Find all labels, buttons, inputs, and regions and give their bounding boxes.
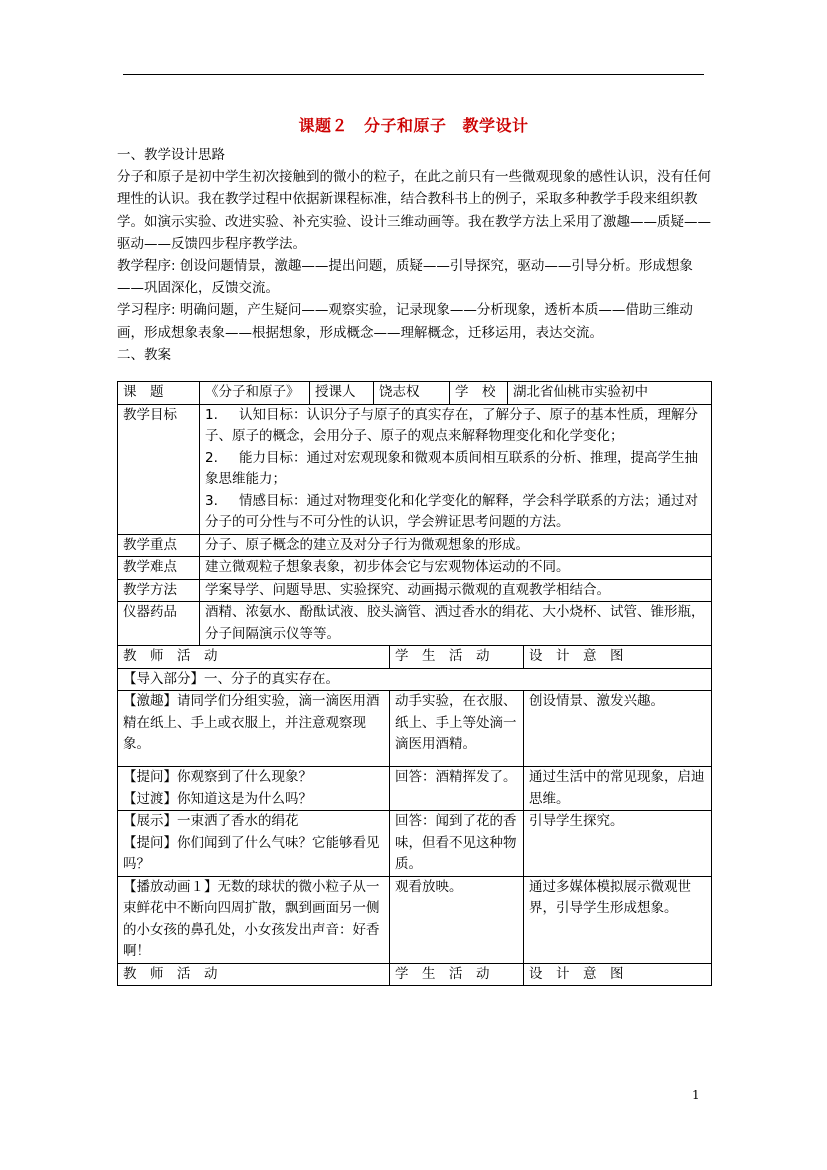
design-intent: 通过生活中的常见现象，启迪思维。 — [524, 767, 712, 811]
table-row — [118, 876, 712, 963]
goal-number: 2. — [205, 449, 218, 466]
materials-text: 酒精、浓氨水、酚酞试液、胶头滴管、洒过香水的绢花、大小烧杯、试管、锥形瓶，分子间隔演示仪等等。 — [200, 602, 712, 646]
teaching-program: 教学程序: 创设问题情景，激趣——提出问题，质疑——引导探究，驱动——引导分析。形成想象——巩固深化，反馈交流。 — [117, 258, 693, 297]
lesson-plan-table — [117, 381, 712, 986]
design-intent: 创设情景、激发兴趣。 — [524, 691, 712, 767]
table-row — [118, 382, 712, 405]
table-row — [118, 579, 712, 602]
goal-item — [205, 405, 706, 448]
cell-topic-value: 《分子和原子》 — [200, 382, 310, 405]
goal-item — [205, 491, 706, 534]
footer-teacher-activity: 教 师 活 动 — [118, 963, 390, 986]
student-activity: 回答：闻到了花的香味，但看不见这种物质。 — [390, 811, 524, 877]
header-teacher-activity: 教 师 活 动 — [118, 646, 390, 669]
header-student-activity: 学 生 活 动 — [390, 646, 524, 669]
goal-text: 情感目标：通过对物理变化和化学变化的解释，学会科学联系的方法；通过对分子的可分性与不可分性的认识，学会辨证思考问题的方法。 — [205, 492, 698, 530]
teacher-activity: 【提问】你观察到了什么现象？ 【过渡】你知道这是为什么吗？ — [118, 767, 390, 811]
title-main: 分子和原子 — [363, 116, 447, 135]
goals-label: 教学目标 — [118, 404, 200, 534]
learning-program: 学习程序: 明确问题，产生疑问——观察实验，记录现象——分析现象，透析本质——借助三维动画，形成想象表象——根据想象，形成概念——理解概念，迁移运用，表达交流。 — [117, 302, 693, 341]
title-sub: 教学设计 — [462, 116, 529, 135]
header-design-intent: 设 计 意 图 — [524, 646, 712, 669]
table-row — [118, 404, 712, 534]
teacher-activity: 【激趣】请同学们分组实验，滴一滴医用酒精在纸上、手上或衣服上，并注意观察现象。 — [118, 691, 390, 767]
goal-text: 能力目标：通过对宏观现象和微观本质间相互联系的分析、推理，提高学生抽象思维能力； — [205, 449, 698, 487]
table-row — [118, 767, 712, 811]
materials-label: 仪器药品 — [118, 602, 200, 646]
footer-design-intent: 设 计 意 图 — [524, 963, 712, 986]
teacher-activity: 【展示】一束洒了香水的绢花 【提问】你们闻到了什么气味？它能够看见吗？ — [118, 811, 390, 877]
goals-content — [200, 404, 712, 534]
table-row — [118, 602, 712, 646]
design-intent: 通过多媒体模拟展示微观世界，引导学生形成想象。 — [524, 876, 712, 963]
cell-teacher-label: 授课人 — [310, 382, 374, 405]
difficulties-label: 教学难点 — [118, 557, 200, 580]
section1-paragraph: 分子和原子是初中学生初次接触到的微小的粒子，在此之前只有一些微观现象的感性认识，没有任何理性的认识。我在教学过程中依据新课程标准，结合教科书上的例子，采取多种教学手段来组织教学。如演示实验、改进实验、补充实验、设计三维动画等。我在教学方法上采用了激趣——质疑——驱动——反馈四步程序教学法。 — [117, 169, 711, 252]
goal-item — [205, 448, 706, 491]
header-rule — [123, 74, 704, 75]
teacher-activity: 【播放动画１】无数的球状的微小粒子从一束鲜花中不断向四周扩散，飘到画面另一侧的小女孩的鼻孔处，小女孩发出声音：好香啊！ — [118, 876, 390, 963]
methods-text: 学案导学、问题导思、实验探究、动画揭示微观的直观教学相结合。 — [200, 579, 712, 602]
difficulties-text: 建立微观粒子想象表象，初步体会它与宏观物体运动的不同。 — [200, 557, 712, 580]
student-activity: 回答：酒精挥发了。 — [390, 767, 524, 811]
footer-student-activity: 学 生 活 动 — [390, 963, 524, 986]
student-activity: 动手实验，在衣服、纸上、手上等处滴一滴医用酒精。 — [390, 691, 524, 767]
goal-text: 认知目标：认识分子与原子的真实存在，了解分子、原子的基本性质，理解分子、原子的概念，会用分子、原子的观点来解释物理变化和化学变化； — [205, 406, 698, 444]
design-section — [117, 144, 711, 366]
section1-heading: 一、教学设计思路 — [117, 147, 225, 163]
cell-school-value: 湖北省仙桃市实验初中 — [508, 382, 712, 405]
key-points-label: 教学重点 — [118, 534, 200, 557]
cell-teacher-value: 饶志权 — [374, 382, 450, 405]
key-points-text: 分子、原子概念的建立及对分子行为微观想象的形成。 — [200, 534, 712, 557]
page-title — [0, 113, 827, 136]
table-row — [118, 534, 712, 557]
table-row — [118, 557, 712, 580]
design-intent: 引导学生探究。 — [524, 811, 712, 877]
cell-topic-label: 课 题 — [118, 382, 200, 405]
table-row — [118, 963, 712, 986]
intro-section: 【导入部分】一、分子的真实存在。 — [118, 668, 712, 691]
table-row — [118, 646, 712, 669]
page-number: 1 — [692, 1088, 700, 1102]
cell-school-label: 学 校 — [450, 382, 508, 405]
student-activity: 观看放映。 — [390, 876, 524, 963]
table-row — [118, 691, 712, 767]
goal-number: 3. — [205, 492, 218, 509]
title-topic: 课题２ — [298, 116, 348, 135]
section2-heading: 二、教案 — [117, 346, 171, 363]
goal-number: 1. — [205, 406, 218, 423]
methods-label: 教学方法 — [118, 579, 200, 602]
table-row — [118, 811, 712, 877]
table-row — [118, 668, 712, 691]
